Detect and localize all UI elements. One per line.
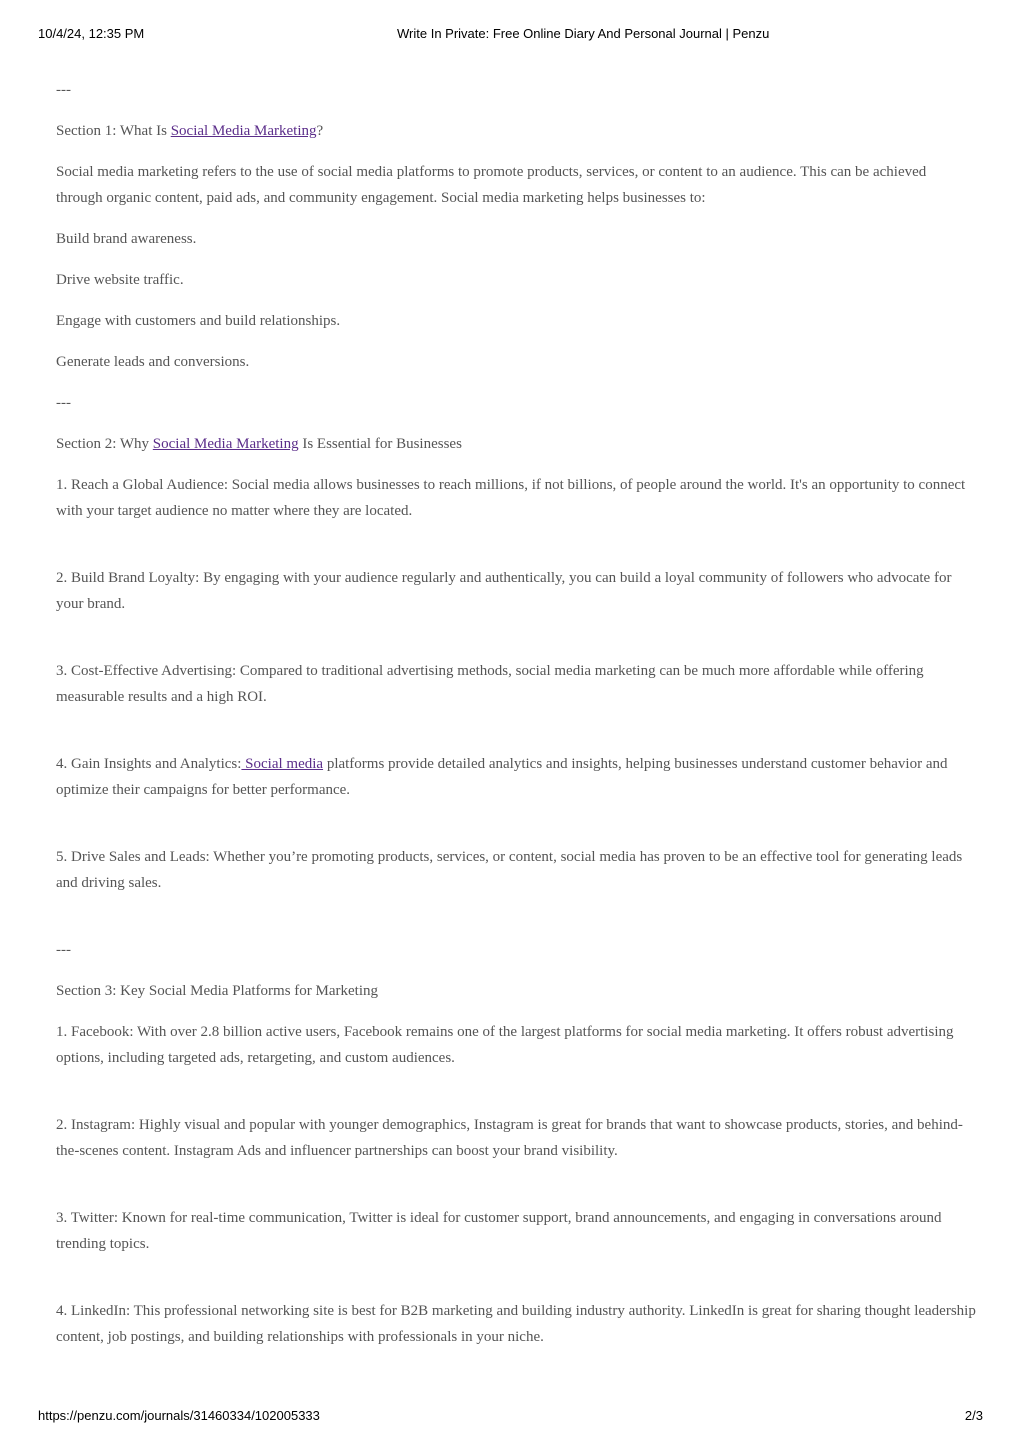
- section-2-item-4-suffix: platforms provide detailed analytics and insights, helping businesses understand customer behavior and optimize their campaigns for better performance.: [56, 756, 948, 798]
- section-2-heading-suffix: Is Essential for Businesses: [298, 436, 462, 452]
- section-1-body: Social media marketing refers to the use of social media platforms to promote products, services, or content to an audience. This can be achieved through organic content, paid ads, and community engagement. Social media marketing helps businesses to:: [56, 164, 927, 206]
- print-url: https://penzu.com/journals/31460334/102005333: [38, 1408, 320, 1423]
- section-3-item: 3. Twitter: Known for real-time communication, Twitter is ideal for customer support, brand announcements, and engaging in conversations around trending topics.: [56, 1210, 942, 1252]
- social-media-link[interactable]: Social media: [241, 756, 324, 772]
- section-3-item: 4. LinkedIn: This professional networking site is best for B2B marketing and building industry authority. LinkedIn is great for sharing thought leadership content, job postings, and building relationships with professionals in your niche.: [56, 1303, 976, 1345]
- section-2-item: 1. Reach a Global Audience: Social media allows businesses to reach millions, if not billions, of people around the world. It's an opportunity to connect with your target audience no matter where they are located.: [56, 477, 966, 519]
- section-3-item: 2. Instagram: Highly visual and popular with younger demographics, Instagram is great for brands that want to showcase products, stories, and behind-the-scenes content. Instagram Ads and influencer partnerships can boost your brand visibility.: [56, 1117, 963, 1159]
- section-3-item: 1. Facebook: With over 2.8 billion active users, Facebook remains one of the largest platforms for social media marketing. It offers robust advertising options, including targeted ads, retargeting, and custom audiences.: [56, 1024, 954, 1066]
- section-2-heading: [56, 431, 976, 457]
- section-1-heading-prefix: Section 1: What Is: [56, 123, 171, 139]
- section-3-heading: Section 3: Key Social Media Platforms for Marketing: [56, 983, 379, 999]
- section-1-heading-suffix: ?: [316, 123, 324, 139]
- benefit-item: Generate leads and conversions.: [56, 354, 250, 370]
- section-2-item-4-prefix: 4. Gain Insights and Analytics:: [56, 756, 242, 772]
- separator: ---: [56, 942, 71, 958]
- section-2-heading-prefix: Section 2: Why: [56, 436, 153, 452]
- journal-content: [56, 77, 976, 1365]
- benefit-item: Engage with customers and build relationships.: [56, 313, 341, 329]
- print-page-title: Write In Private: Free Online Diary And Personal Journal | Penzu: [397, 26, 770, 41]
- print-datetime: 10/4/24, 12:35 PM: [38, 26, 145, 41]
- section-2-item: 2. Build Brand Loyalty: By engaging with your audience regularly and authentically, you can build a loyal community of followers who advocate for your brand.: [56, 570, 952, 612]
- section-2-item: 3. Cost-Effective Advertising: Compared to traditional advertising methods, social media marketing can be much more affordable while offering measurable results and a high ROI.: [56, 663, 924, 705]
- separator: ---: [56, 395, 71, 411]
- benefit-item: Build brand awareness.: [56, 231, 197, 247]
- benefit-item: Drive website traffic.: [56, 272, 184, 288]
- section-2-item: 5. Drive Sales and Leads: Whether you’re promoting products, services, or content, social media has proven to be an effective tool for generating leads and driving sales.: [56, 849, 963, 891]
- social-media-marketing-link[interactable]: Social Media Marketing: [170, 123, 317, 139]
- page-number: 2/3: [964, 1408, 983, 1423]
- social-media-marketing-link[interactable]: Social Media Marketing: [152, 436, 299, 452]
- section-1-heading: [56, 118, 976, 144]
- section-2-item: [56, 751, 976, 803]
- separator: ---: [56, 82, 71, 98]
